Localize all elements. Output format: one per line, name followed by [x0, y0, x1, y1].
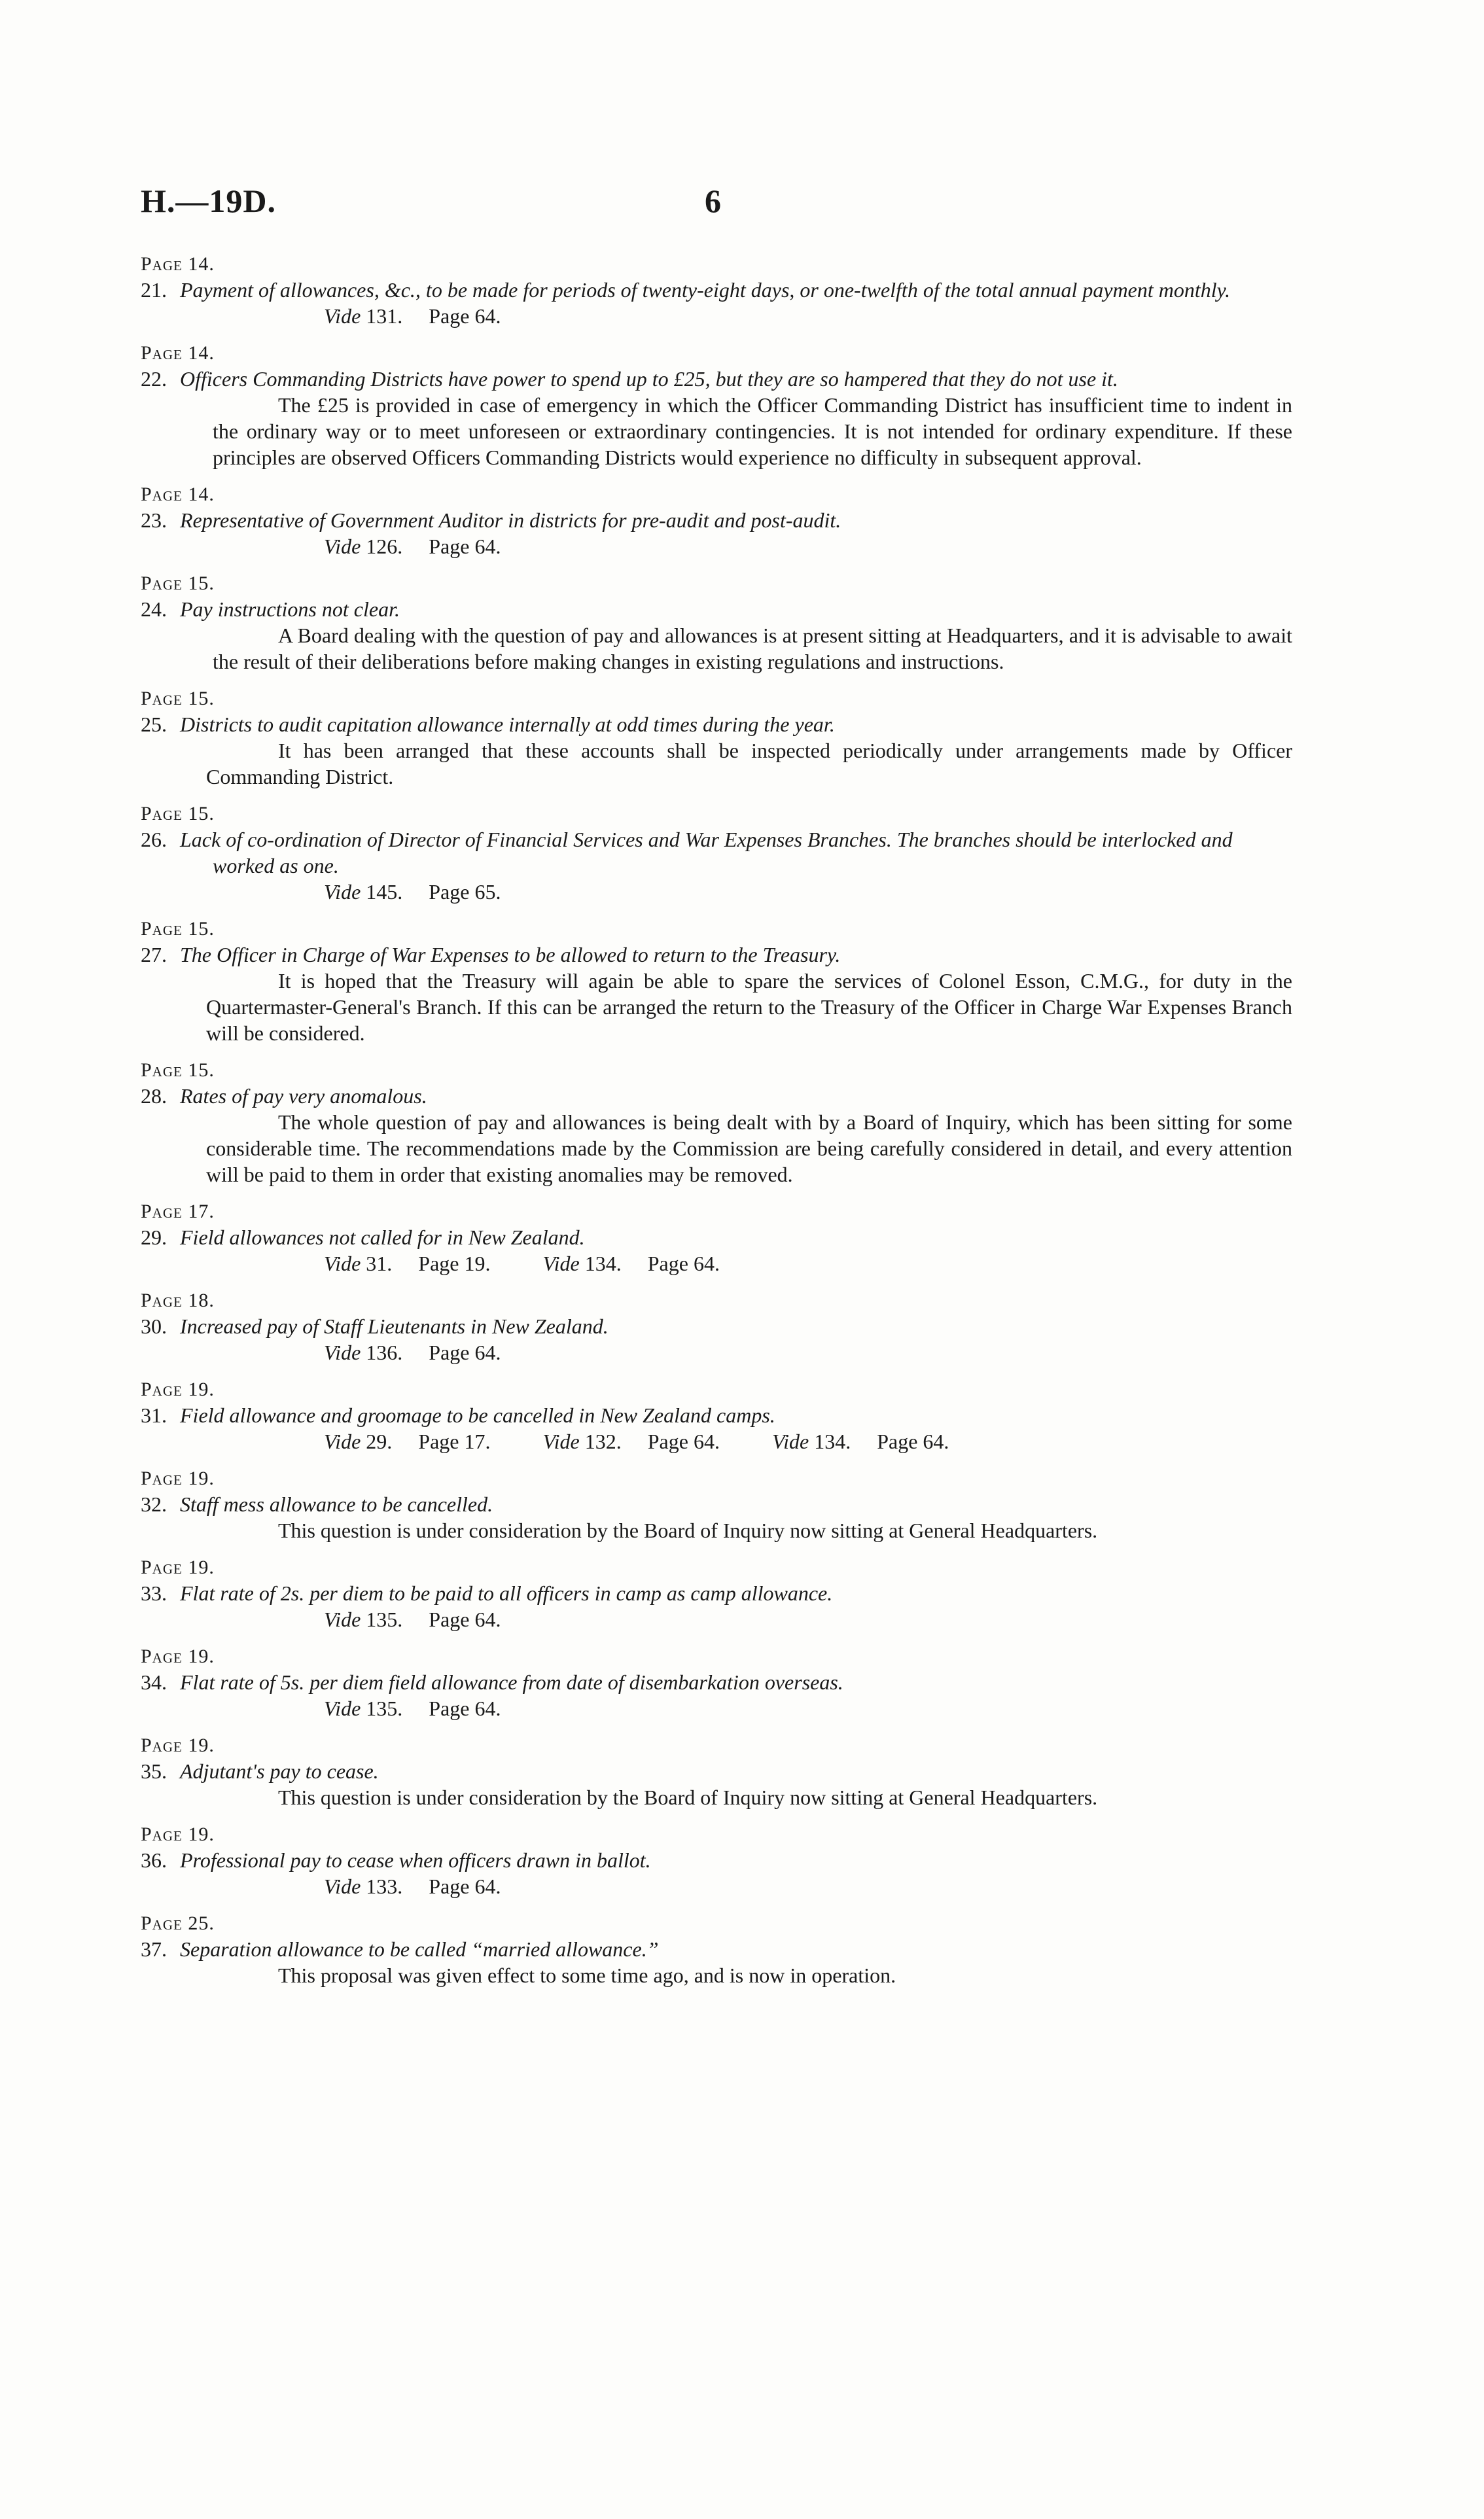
response-text: This question is under consideration by the Board of Inquiry now sitting at General Headquarters. [278, 1786, 1098, 1809]
item-number: 33. [141, 1581, 167, 1605]
recommendation-item [141, 802, 1292, 905]
recommendation-item [141, 1466, 1292, 1543]
page-reference: Page 19. [141, 1468, 215, 1489]
recommendation-title [141, 596, 1292, 622]
item-number: 32. [141, 1492, 167, 1516]
vide-number: 135. [366, 1608, 403, 1631]
recommendation-title [141, 1083, 1292, 1109]
vide-word: Vide [324, 304, 361, 328]
response-text: This proposal was given effect to some time ago, and is now in operation. [278, 1964, 896, 1987]
item-number: 37. [141, 1937, 167, 1961]
document-id: H.—19D. [141, 183, 276, 219]
title-text: Separation allowance to be called “married allowance.” [180, 1937, 659, 1961]
item-number: 27. [141, 943, 167, 966]
vide-word: Vide [324, 1341, 361, 1364]
vide-entry [324, 1430, 516, 1453]
page-reference: Page 15. [141, 572, 215, 594]
recommendation-item [141, 1644, 1292, 1721]
item-number: 31. [141, 1403, 167, 1427]
title-text: Rates of pay very anomalous. [180, 1084, 427, 1108]
response-text: The £25 is provided in case of emergency in which the Officer Commanding District has insufficient time to indent in the ordinary way or to meet unforeseen or extraordinary contingencies. It is not intended for ordinary expenditure. If these principles are observed Officers Commanding Districts would experience no difficulty in subsequent approval. [213, 393, 1292, 469]
title-text: Representative of Government Auditor in districts for pre-audit and post-audit. [180, 508, 841, 532]
page-reference: Page 19. [141, 1646, 215, 1667]
vide-number: 134. [814, 1430, 851, 1453]
vide-entry [324, 535, 527, 558]
title-text: Flat rate of 5s. per diem field allowance from date of disembarkation overseas. [180, 1670, 843, 1694]
title-text: Professional pay to cease when officers drawn in ballot. [180, 1848, 651, 1872]
title-text: Adjutant's pay to cease. [180, 1759, 379, 1783]
vide-word: Vide [542, 1252, 580, 1275]
page-reference: Page 19. [141, 1735, 215, 1756]
recommendation-item [141, 1822, 1292, 1899]
vide-entry [324, 304, 527, 328]
vide-reference [141, 1339, 1292, 1365]
vide-entry [542, 1430, 745, 1453]
recommendation-title [141, 277, 1292, 303]
item-number: 25. [141, 713, 167, 736]
item-number: 29. [141, 1225, 167, 1249]
vide-number: 29. [366, 1430, 393, 1453]
recommendation-title [141, 711, 1292, 737]
page-reference: Page 14. [141, 484, 215, 505]
page-number: 6 [705, 183, 721, 219]
vide-page: Page 64. [647, 1252, 720, 1275]
item-number: 24. [141, 597, 167, 621]
vide-entry [324, 1608, 527, 1631]
title-text: Lack of co-ordination of Director of Financial Services and War Expenses Branches. The branches should be interlocked and worked as one. [180, 828, 1233, 877]
response-text: It is hoped that the Treasury will again be able to spare the services of Colonel Esson, C.M.G., for duty in the Quartermaster-General's Branch. If this can be arranged the return to the Treasury of the Officer in Charge War Expenses Branch will be considered. [206, 969, 1292, 1045]
vide-word: Vide [324, 1875, 361, 1898]
item-number: 34. [141, 1670, 167, 1694]
page-header [141, 182, 1371, 234]
vide-page: Page 64. [429, 304, 501, 328]
response-text: A Board dealing with the question of pay and allowances is at present sitting at Headquarters, and it is advisable to await the result of their deliberations before making changes in existing regulations and instructions. [213, 624, 1292, 673]
item-number: 30. [141, 1314, 167, 1338]
recommendation-item [141, 571, 1292, 675]
recommendation-item [141, 482, 1292, 559]
vide-page: Page 64. [429, 1875, 501, 1898]
response-text: The whole question of pay and allowances is being dealt with by a Board of Inquiry, which has been sitting for some considerable time. The recommendations made by the Commission are being carefully considered in detail, and every attention will be paid to them in order that existing anomalies may be removed. [206, 1110, 1292, 1186]
page-reference: Page 14. [141, 253, 215, 275]
recommendation-title [141, 1669, 1292, 1695]
recommendation-title [141, 1402, 1292, 1428]
page-reference: Page 19. [141, 1557, 215, 1578]
vide-word: Vide [542, 1430, 580, 1453]
vide-page: Page 17. [418, 1430, 491, 1453]
vide-word: Vide [771, 1430, 809, 1453]
page-reference: Page 15. [141, 803, 215, 824]
vide-entry [772, 1430, 975, 1453]
page-reference: Page 15. [141, 918, 215, 940]
vide-page: Page 64. [429, 1697, 501, 1720]
title-text: Field allowance and groomage to be cancelled in New Zealand camps. [180, 1403, 775, 1427]
vide-number: 126. [366, 535, 403, 558]
recommendation-title [141, 942, 1292, 968]
recommendation-title [141, 1847, 1292, 1873]
recommendation-item [141, 1911, 1292, 1988]
recommendation-title [141, 1758, 1292, 1784]
vide-reference [141, 1873, 1292, 1899]
recommendation-item [141, 1377, 1292, 1454]
recommendation-item [141, 341, 1292, 470]
vide-page: Page 64. [429, 1341, 501, 1364]
item-number: 23. [141, 508, 167, 532]
page-reference: Page 25. [141, 1912, 215, 1934]
vide-number: 133. [366, 1875, 403, 1898]
vide-reference [141, 879, 1292, 905]
vide-word: Vide [324, 1697, 361, 1720]
page-reference: Page 19. [141, 1379, 215, 1400]
page-reference: Page 18. [141, 1290, 215, 1311]
page-reference: Page 14. [141, 342, 215, 364]
vide-reference [141, 1606, 1292, 1632]
page-reference: Page 17. [141, 1201, 215, 1222]
recommendation-item [141, 1733, 1292, 1810]
vide-number: 136. [366, 1341, 403, 1364]
vide-word: Vide [324, 1430, 361, 1453]
vide-page: Page 64. [429, 1608, 501, 1631]
vide-entry [324, 1697, 527, 1720]
recommendation-item [141, 252, 1292, 329]
vide-number: 131. [366, 304, 403, 328]
vide-number: 132. [584, 1430, 622, 1453]
item-number: 28. [141, 1084, 167, 1108]
vide-page: Page 19. [418, 1252, 491, 1275]
vide-entry [324, 1341, 527, 1364]
recommendation-title [141, 366, 1292, 392]
vide-entry [324, 1252, 516, 1275]
recommendation-title [141, 1936, 1292, 1962]
vide-entry [542, 1252, 745, 1275]
vide-reference [141, 1695, 1292, 1721]
vide-number: 31. [366, 1252, 393, 1275]
recommendation-title [141, 826, 1292, 879]
recommendation-title [141, 1313, 1292, 1339]
item-number: 21. [141, 278, 167, 302]
vide-page: Page 64. [429, 535, 501, 558]
title-text: Districts to audit capitation allowance internally at odd times during the year. [180, 713, 835, 736]
recommendation-item [141, 1058, 1292, 1188]
recommendation-item [141, 1288, 1292, 1365]
title-text: Pay instructions not clear. [180, 597, 400, 621]
title-text: Increased pay of Staff Lieutenants in New Zealand. [180, 1314, 609, 1338]
vide-number: 134. [584, 1252, 622, 1275]
vide-word: Vide [324, 535, 361, 558]
title-text: Field allowances not called for in New Zealand. [180, 1225, 585, 1249]
vide-page: Page 64. [647, 1430, 720, 1453]
title-text: Staff mess allowance to be cancelled. [180, 1492, 493, 1516]
vide-reference [141, 533, 1292, 559]
response-text: This question is under consideration by the Board of Inquiry now sitting at General Headquarters. [278, 1519, 1098, 1542]
title-text: Payment of allowances, &c., to be made for periods of twenty-eight days, or one-twelfth of the total annual payment monthly. [180, 278, 1231, 302]
vide-word: Vide [324, 1252, 361, 1275]
item-number: 26. [141, 828, 167, 851]
recommendation-title [141, 1491, 1292, 1517]
document-body [141, 252, 1292, 2000]
vide-reference [141, 1250, 1292, 1277]
recommendation-item [141, 1199, 1292, 1277]
vide-word: Vide [324, 880, 361, 904]
vide-word: Vide [324, 1608, 361, 1631]
page-reference: Page 15. [141, 688, 215, 709]
recommendation-item [141, 917, 1292, 1046]
title-text: The Officer in Charge of War Expenses to be allowed to return to the Treasury. [180, 943, 841, 966]
vide-reference [141, 1428, 1292, 1454]
vide-reference [141, 303, 1292, 329]
recommendation-item [141, 1555, 1292, 1632]
item-number: 35. [141, 1759, 167, 1783]
recommendation-title [141, 507, 1292, 533]
recommendation-title [141, 1580, 1292, 1606]
vide-entry [324, 880, 527, 904]
title-text: Flat rate of 2s. per diem to be paid to all officers in camp as camp allowance. [180, 1581, 833, 1605]
page-reference: Page 19. [141, 1823, 215, 1845]
vide-number: 135. [366, 1697, 403, 1720]
vide-entry [324, 1875, 527, 1898]
vide-number: 145. [366, 880, 403, 904]
item-number: 22. [141, 367, 167, 391]
recommendation-item [141, 686, 1292, 790]
item-number: 36. [141, 1848, 167, 1872]
recommendation-title [141, 1224, 1292, 1250]
page-reference: Page 15. [141, 1059, 215, 1081]
response-text: It has been arranged that these accounts shall be inspected periodically under arrangements made by Officer Commanding District. [206, 739, 1292, 788]
title-text: Officers Commanding Districts have power to spend up to £25, but they are so hampered that they do not use it. [180, 367, 1118, 391]
vide-page: Page 65. [429, 880, 501, 904]
vide-page: Page 64. [877, 1430, 949, 1453]
